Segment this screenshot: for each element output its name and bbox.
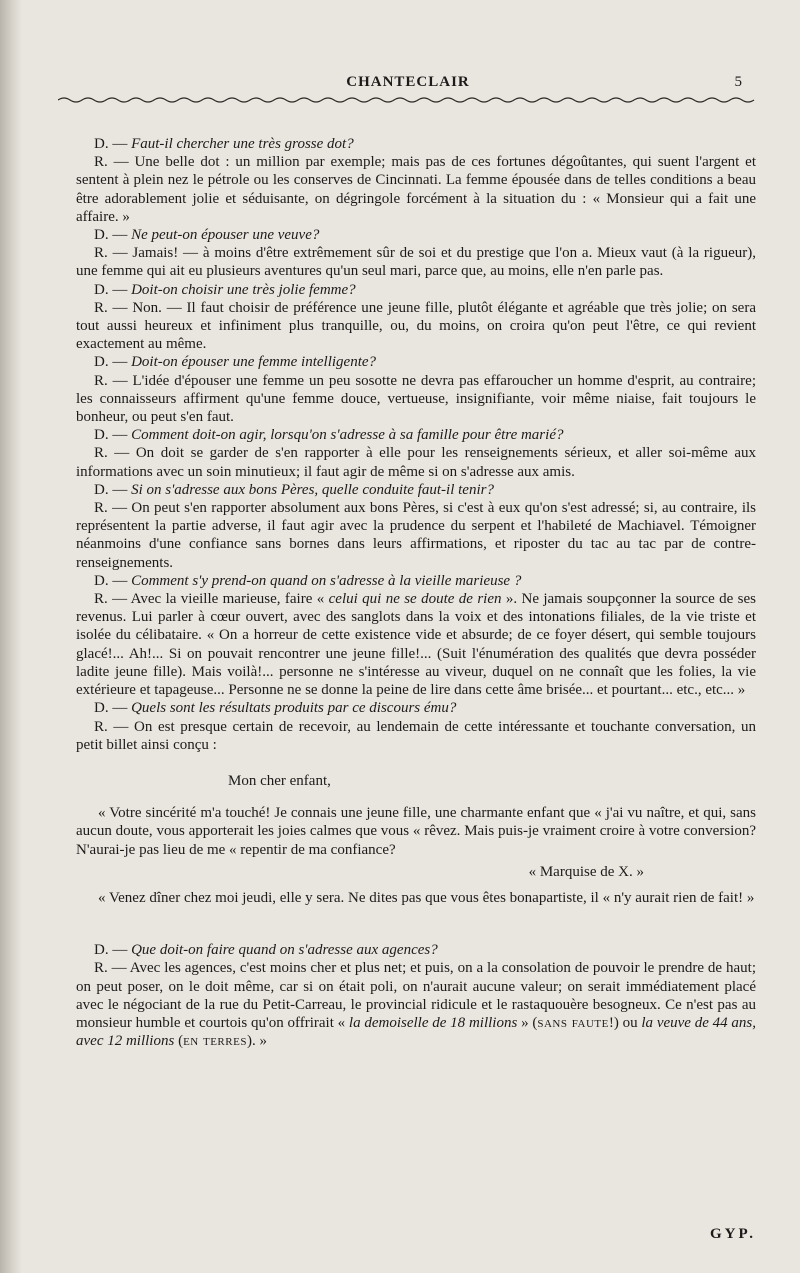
question: D. — Doit-on choisir une très jolie femme?	[94, 281, 356, 298]
answer: R. — On peut s'en rapporter absolument aux bons Pères, si c'est à eux qu'on s'est adressé; si, au contraire, ils représentent la partie adverse, il faut agir avec la prudence du serpent et l'habileté de Machiavel. Témoigner néanmoins d'une confiance sans bornes dans leurs affirmations, et riposter du tac au tac par de contre-renseignements.	[76, 500, 756, 571]
book-spine-shadow	[0, 0, 22, 1273]
answer: R. — On doit se garder de s'en rapporter à elle pour les renseignements sérieux, et aller soi-même aux informations avec un soin minutieux; il faut agir de même si on s'adresse aux amis.	[76, 445, 756, 480]
question: D. — Si on s'adresse aux bons Pères, quelle conduite faut-il tenir?	[94, 481, 494, 498]
quoted-letter	[76, 772, 756, 907]
journal-title: CHANTECLAIR	[346, 74, 470, 90]
author-signature: GYP.	[709, 1226, 756, 1242]
question: D. — Quels sont les résultats produits par ce discours ému?	[94, 700, 457, 717]
answer: R. — L'idée d'épouser une femme un peu sosotte ne devra pas effaroucher un homme d'esprit, au contraire; les connaisseurs affirment qu'une femme douce, vertueuse, insignifiante, voir même niaise, fait toujours le bonheur, ou peut s'en faut.	[76, 372, 756, 426]
question: D. — Comment s'y prend-on quand on s'adresse à la vieille marieuse ?	[94, 572, 522, 589]
running-header	[58, 74, 758, 94]
answer: R. — Avec les agences, c'est moins cher et plus net; et puis, on a la consolation de pouvoir le prendre de haut; on peut poser, on le doit même, car si on était poli, on n'aurait aucune valeur; on serait immédiatement placé avec le négociant de la rue du Petit-Carreau, le provincial ridicule et le rastaquouère besogneux. Ce n'est pas au monsieur humble et courtois qu'on offrirait « la demoiselle de 18 millions » (sans faute!) ou la veuve de 44 ans, avec 12 millions (en terres). »	[76, 960, 756, 1050]
ornamental-rule	[58, 96, 758, 104]
answer: R. — Jamais! — à moins d'être extrêmement sûr de soi et du prestige que l'on a. Mieux vaut (à la rigueur), une femme qui ait eu plusieurs aventures qu'un seul mari, parce que, au moins, elle n'en parle pas.	[76, 245, 756, 280]
question: D. — Que doit-on faire quand on s'adresse aux agences?	[94, 942, 438, 959]
answer: R. — Une belle dot : un million par exemple; mais pas de ces fortunes dégoûtantes, qui suent l'argent et sentent à plein nez le pétrole ou les conserves de Cincinnati. La femme épousée dans de telles conditions a beau être adorablement jolie et séduisante, on dégringole forcément à la situation du : « Monsieur qui a fait une affaire. »	[76, 154, 756, 225]
answer: R. — On est presque certain de recevoir, au lendemain de cette intéressante et touchante conversation, un petit billet ainsi conçu :	[76, 718, 756, 753]
page-number: 5	[734, 74, 742, 90]
question: D. — Doit-on épouser une femme intelligente?	[94, 354, 377, 371]
question: D. — Faut-il chercher une très grosse dot?	[94, 136, 354, 152]
page	[58, 0, 758, 1273]
question: D. — Ne peut-on épouser une veuve?	[94, 227, 320, 244]
letter-salutation: Mon cher enfant,	[228, 772, 331, 789]
article-body	[76, 135, 756, 1050]
question: D. — Comment doit-on agir, lorsqu'on s'adresse à sa famille pour être marié?	[94, 427, 564, 444]
answer: R. — Avec la vieille marieuse, faire « celui qui ne se doute de rien ». Ne jamais soupçonner la source de ses revenus. Lui parler à cœur ouvert, avec des sanglots dans la voix et des intonations filiales, de la vie triste et isolée du célibataire. « On a horreur de cette existence vide et absurde; de ce foyer désert, qui semble toujours glacé!... Ah!... Si on pouvait rencontrer une jeune fille!... (Suit l'énumération des qualités que devra posséder ladite jeune fille). Mais voilà!... personne ne s'intéresse au viveur, duquel on ne connaît que les folies, la vie extérieure et tapageuse... Personne ne se donne la peine de lire dans cette âme brisée... et pourtant... etc., etc... »	[76, 591, 756, 699]
letter-postscript: « Venez dîner chez moi jeudi, elle y sera. Ne dites pas que vous êtes bonapartiste, il « n'y aurait rien de fait! »	[98, 889, 755, 906]
letter-signature: « Marquise de X. »	[528, 863, 644, 880]
letter-paragraph: « Votre sincérité m'a touché! Je connais une jeune fille, une charmante enfant que « j'ai vu naître, et qui, sans aucun doute, vous apporterait les joies calmes que vous « rêvez. Mais puis-je vraiment croire à votre conversion? N'aurai-je pas lieu de me « repentir de ma confiance?	[76, 805, 756, 858]
answer: R. — Non. — Il faut choisir de préférence une jeune fille, plutôt élégante et agréable que très jolie; on sera tout aussi heureux et infiniment plus tranquille, ou, du moins, on croira qu'on peut l'être, ce qui revient exactement au même.	[76, 299, 756, 353]
